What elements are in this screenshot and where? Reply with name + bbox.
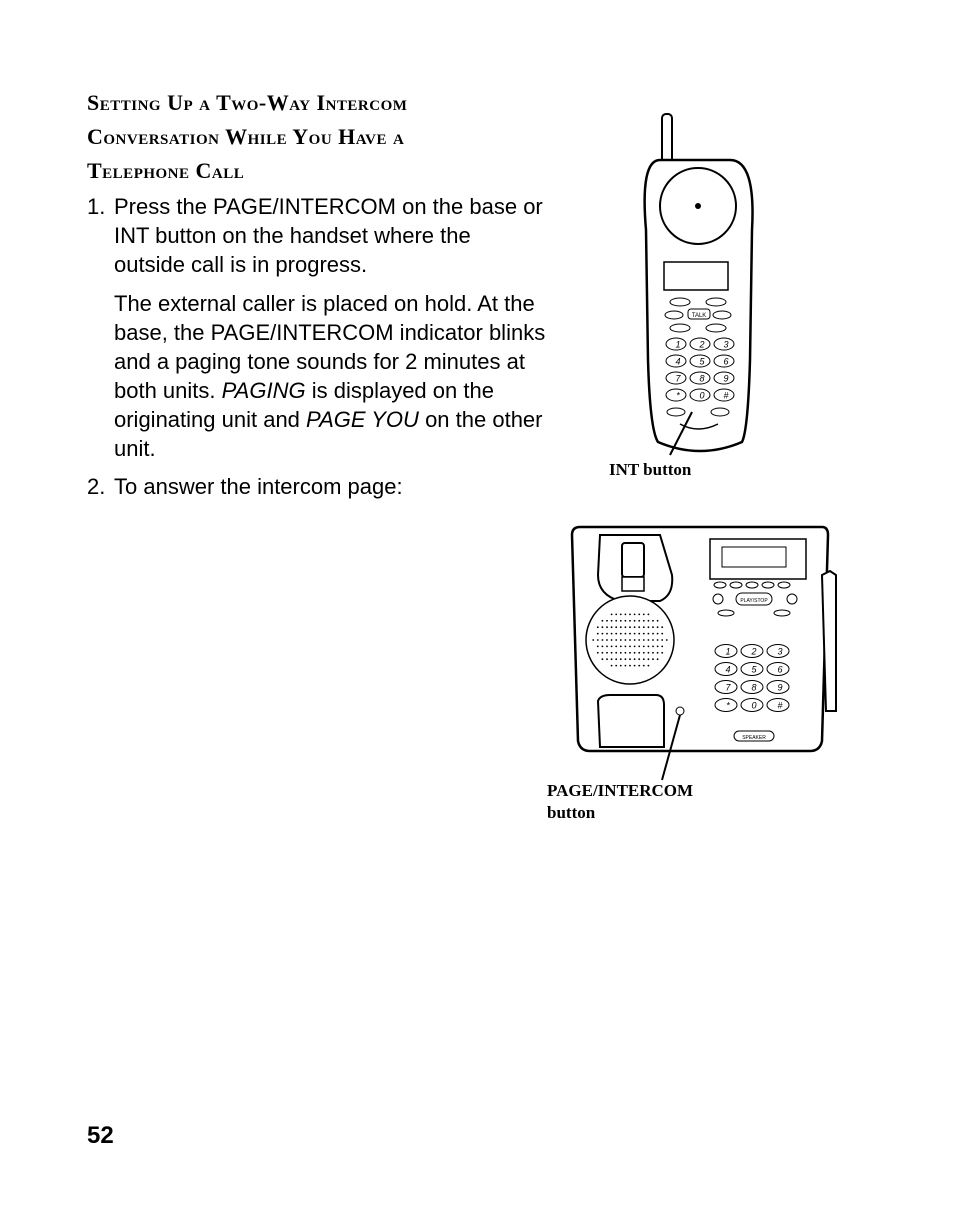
speaker-hole [652,652,654,654]
speaker-hole [652,658,654,660]
step-2-text: To answer the intercom page: [114,474,403,499]
page-intercom-label-line-1: PAGE/INTERCOM [547,781,694,800]
speaker-hole [643,614,645,616]
speaker-hole [648,658,650,660]
base-key-label: # [777,700,783,711]
heading-line-1: Setting Up a Two-Way Intercom [87,90,408,115]
speaker-hole [606,652,608,654]
base-key-label: 5 [751,664,757,675]
speaker-hole [611,633,613,635]
speaker-hole [602,620,604,622]
base-key-label: 8 [751,682,757,693]
speaker-hole [602,626,604,628]
section-heading [87,86,587,188]
handset-key-label: 1 [675,339,681,350]
speaker-hole [597,639,599,641]
page-number: 52 [87,1122,114,1149]
speaker-hole [634,639,636,641]
handset-talk-label: TALK [691,313,707,319]
speaker-hole [629,626,631,628]
speaker-hole [634,620,636,622]
handset-key-label: # [723,390,729,401]
speaker-hole [629,639,631,641]
speaker-hole [638,639,640,641]
speaker-hole [638,665,640,667]
speaker-hole [657,646,659,648]
speaker-hole [620,652,622,654]
base-play-stop-label: PLAY/STOP [740,598,768,604]
speaker-hole [629,652,631,654]
speaker-hole [615,658,617,660]
speaker-hole [597,633,599,635]
speaker-hole [620,626,622,628]
speaker-hole [625,614,627,616]
speaker-hole [611,639,613,641]
paragraph-part-2: is displayed on the originating unit and [114,378,494,432]
speaker-hole [625,658,627,660]
speaker-hole [661,652,663,654]
speaker-hole [657,626,659,628]
speaker-hole [643,626,645,628]
speaker-hole [615,652,617,654]
speaker-hole [611,652,613,654]
paging-display-text: PAGING [221,378,306,403]
speaker-hole [634,633,636,635]
base-key-label: 3 [777,646,783,657]
speaker-hole [602,646,604,648]
speaker-hole [602,639,604,641]
speaker-hole [620,658,622,660]
speaker-hole [606,639,608,641]
speaker-hole [611,626,613,628]
speaker-hole [657,658,659,660]
speaker-hole [615,620,617,622]
speaker-hole [629,658,631,660]
speaker-hole [606,658,608,660]
speaker-hole [606,633,608,635]
base-speaker-button-label: SPEAKER [742,735,766,741]
speaker-hole [648,646,650,648]
speaker-hole [611,620,613,622]
speaker-hole [615,633,617,635]
speaker-hole [629,633,631,635]
speaker-hole [615,614,617,616]
speaker-hole [620,665,622,667]
page-intercom-label-line-2: button [547,803,596,822]
speaker-hole [602,652,604,654]
charge-contact [622,577,644,591]
speaker-hole [652,626,654,628]
speaker-hole [625,665,627,667]
heading-line-2: Conversation While You Have a [87,124,405,149]
speaker-hole [620,620,622,622]
speaker-hole [611,665,613,667]
speaker-hole [652,639,654,641]
speaker-hole [648,626,650,628]
speaker-hole [657,652,659,654]
speaker-hole [620,633,622,635]
speaker-hole [648,652,650,654]
speaker-hole [629,620,631,622]
handset-key-label: 3 [723,339,729,350]
speaker-hole [661,626,663,628]
speaker-hole [643,639,645,641]
handset-key-label: 5 [699,356,705,367]
handset-key-label: 6 [723,356,729,367]
speaker-hole [620,639,622,641]
base-key-label: 6 [777,664,783,675]
speaker-hole [615,646,617,648]
handset-key-label: 0 [699,390,705,401]
speaker-hole [643,620,645,622]
speaker-hole [615,639,617,641]
speaker-hole [625,633,627,635]
speaker-hole [606,620,608,622]
base-key-label: 2 [751,646,757,657]
speaker-hole [648,620,650,622]
speaker-hole [638,614,640,616]
speaker-hole [620,646,622,648]
speaker-hole [602,658,604,660]
step-1-detail [87,289,547,463]
speaker-hole [638,633,640,635]
base-key-label: 7 [725,682,731,693]
step-1-text: Press the PAGE/INTERCOM on the base or INT button on the handset where the outside call is in progress. [114,194,543,277]
speaker-hole [652,620,654,622]
speaker-hole [634,626,636,628]
handset-key-label: 8 [699,373,705,384]
speaker-hole [661,646,663,648]
speaker-hole [643,665,645,667]
speaker-hole [634,646,636,648]
speaker-hole [597,652,599,654]
speaker-hole [615,665,617,667]
speaker-hole [666,639,668,641]
handset-key-label: 2 [699,339,705,350]
speaker-hole [648,614,650,616]
speaker-hole [625,652,627,654]
speaker-hole [634,658,636,660]
base-illustration [560,515,850,790]
speaker-hole [638,626,640,628]
speaker-hole [657,620,659,622]
handset-key-label: 7 [675,373,681,384]
speaker-hole [611,646,613,648]
speaker-hole [625,646,627,648]
speaker-hole [629,646,631,648]
speaker-hole [606,626,608,628]
speaker-hole [634,614,636,616]
speaker-hole [625,626,627,628]
speaker-hole [643,652,645,654]
base-key-label: 0 [751,700,757,711]
speaker-hole [648,639,650,641]
speaker-hole [648,665,650,667]
handset-key-label: 9 [723,373,729,384]
speaker-hole [657,633,659,635]
speaker-hole [597,646,599,648]
speaker-hole [657,639,659,641]
speaker-hole [638,658,640,660]
page-intercom-button-label [547,780,693,824]
speaker-hole [634,652,636,654]
speaker-hole [643,658,645,660]
speaker-hole [638,646,640,648]
paragraph-part-3: on the other unit. [114,407,543,461]
handset-key-label: * [676,390,680,401]
speaker-hole [629,665,631,667]
step-1 [87,192,547,279]
speaker-hole [661,639,663,641]
step-2 [87,472,547,501]
speaker-hole [597,626,599,628]
handset-key-label: 4 [675,356,681,367]
base-key-label: 1 [725,646,731,657]
int-button-label: INT button [609,460,692,479]
speaker-hole [606,646,608,648]
handset-logo-icon [695,203,701,209]
speaker-hole [652,633,654,635]
handset-illustration [600,110,760,460]
speaker-hole [643,633,645,635]
speaker-hole [643,646,645,648]
speaker-hole [648,633,650,635]
speaker-hole [620,614,622,616]
speaker-hole [629,614,631,616]
handset-display [664,262,728,290]
speaker-hole [634,665,636,667]
speaker-hole [661,633,663,635]
base-key-label: 9 [777,682,783,693]
speaker-hole [625,639,627,641]
speaker-hole [625,620,627,622]
lower-cradle [598,695,664,747]
speaker-hole [638,652,640,654]
base-key-label: 4 [725,664,731,675]
step-1-number: 1. [87,194,106,219]
speaker-hole [652,646,654,648]
paragraph-part-1: The external caller is placed on hold. At the base, the PAGE/INTERCOM indicator blinks and a paging tone sounds for 2 minutes at both units. [114,291,546,403]
speaker-hole [611,658,613,660]
base-key-label: * [726,700,730,711]
heading-line-3: Telephone Call [87,158,245,183]
speaker-hole [611,614,613,616]
speaker-hole [615,626,617,628]
speaker-hole [638,620,640,622]
speaker-hole [592,639,594,641]
base-display-window [722,547,786,567]
cradle-slot [622,543,644,577]
speaker-hole [602,633,604,635]
step-2-number: 2. [87,474,106,499]
page-you-display-text: PAGE YOU [306,407,419,432]
